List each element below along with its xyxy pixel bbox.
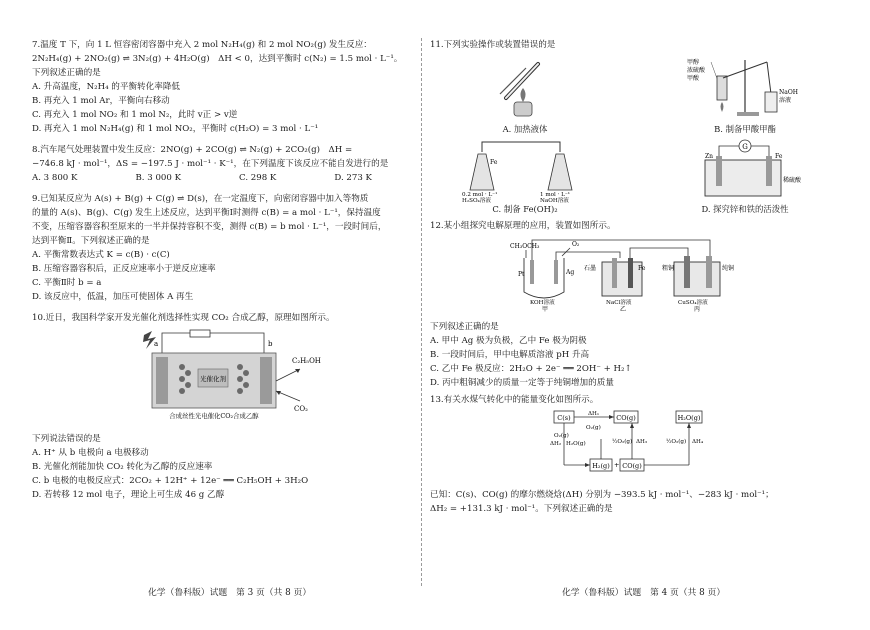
svg-text:浓硫酸: 浓硫酸 xyxy=(687,67,706,74)
photocatalysis-figure xyxy=(142,329,412,426)
svg-text:CO(g): CO(g) xyxy=(622,462,642,470)
page-footer-right: 化学（鲁科版）试题 第 4 页（共 8 页） xyxy=(562,588,726,598)
q10-option-a: A. H⁺ 从 b 电极向 a 电极移动 xyxy=(32,448,149,458)
q11-figure-c xyxy=(440,138,610,216)
q7-option-b: B. 再充入 1 mol Ar，平衡向右移动 xyxy=(32,96,170,106)
svg-text:乙: 乙 xyxy=(620,306,627,313)
product-label: C₂H₅OH xyxy=(292,357,321,365)
q8-option-c: C. 298 K xyxy=(239,173,277,183)
q8-stem-line: −746.8 kJ · mol⁻¹，ΔS = −197.5 J · mol⁻¹ · K⁻¹，在下列温度下该反应不能自发进行的是 xyxy=(32,159,389,169)
svg-text:½O₂(g): ½O₂(g) xyxy=(666,439,687,445)
svg-text:粗铜: 粗铜 xyxy=(662,265,675,272)
svg-text:CH₃OCH₃: CH₃OCH₃ xyxy=(510,243,540,250)
svg-text:NaOH溶液: NaOH溶液 xyxy=(540,198,569,204)
q12-option-a: A. 甲中 Ag 极为负极，乙中 Fe 极为阴极 xyxy=(430,336,587,346)
electrode-a-label: a xyxy=(154,340,159,348)
q13-given-line: ΔH₂ = +131.3 kJ · mol⁻¹。下列叙述正确的是 xyxy=(430,504,613,514)
q12-option-c: C. 乙中 Fe 极反应：2H₂O + 2e⁻ ══ 2OH⁻ + H₂↑ xyxy=(430,364,632,374)
q11-figure-b xyxy=(660,54,830,136)
svg-text:0.2 mol · L⁻¹: 0.2 mol · L⁻¹ xyxy=(462,192,498,198)
right-column xyxy=(430,38,840,516)
q12-prompt-line: 下列叙述正确的是 xyxy=(430,322,499,332)
q7-prompt-line: 下列叙述正确的是 xyxy=(32,68,101,78)
question-12 xyxy=(430,219,840,390)
iron-hydroxide-apparatus-icon xyxy=(460,138,590,204)
q11-caption-b: B. 制备甲酸甲酯 xyxy=(714,124,776,134)
svg-text:H₂O(g): H₂O(g) xyxy=(677,414,701,422)
q10-option-c: C. b 电极的电极反应式：2CO₂ + 12H⁺ + 12e⁻ ══ C₂H₅OH + 3H₂O xyxy=(32,476,309,486)
q9-option-c: C. 平衡Ⅱ时 b = a xyxy=(32,278,102,288)
svg-text:溶液: 溶液 xyxy=(779,97,792,104)
question-11 xyxy=(430,38,840,216)
svg-text:Fe: Fe xyxy=(775,153,783,160)
wire-left xyxy=(162,333,190,353)
column-divider xyxy=(421,38,422,586)
electrolysis-figure xyxy=(510,236,840,317)
svg-text:O₂: O₂ xyxy=(572,241,580,248)
question-10 xyxy=(32,311,412,502)
svg-text:KOH溶液: KOH溶液 xyxy=(530,300,555,306)
svg-text:甲醇: 甲醇 xyxy=(687,59,700,66)
page-footer-left: 化学（鲁科版）试题 第 3 页（共 8 页） xyxy=(148,588,312,598)
ester-apparatus-icon xyxy=(685,54,805,120)
svg-text:ΔH₄: ΔH₄ xyxy=(692,439,704,445)
reactant-label: CO₂ xyxy=(294,405,308,413)
electrode-b-label: b xyxy=(268,340,273,348)
q9-stem-line: 达到平衡Ⅱ。下列叙述正确的是 xyxy=(32,236,150,246)
q12-option-d: D. 丙中粗铜减少的质量一定等于纯铜增加的质量 xyxy=(430,378,614,388)
q9-stem-line: 不变，压缩容器容积至原来的一半并保持容积不变，测得 c(B) = b mol · L⁻¹，一段时间后， xyxy=(32,222,387,232)
svg-text:甲酸: 甲酸 xyxy=(687,75,700,82)
svg-text:H₂O(g): H₂O(g) xyxy=(566,441,586,447)
svg-text:H₂SO₄溶液: H₂SO₄溶液 xyxy=(462,198,491,204)
svg-text:CuSO₄溶液: CuSO₄溶液 xyxy=(678,300,708,306)
svg-text:C(s): C(s) xyxy=(557,414,571,422)
wire-right xyxy=(210,333,264,353)
svg-text:石墨: 石墨 xyxy=(584,265,597,272)
figure-caption: 合成丝性光电催化CO₂合成乙醇 xyxy=(169,412,259,420)
q9-option-d: D. 该反应中，低温，加压可使固体 A 再生 xyxy=(32,292,194,302)
heating-liquid-icon xyxy=(480,54,570,120)
q7-option-a: A. 升高温度，N₂H₄ 的平衡转化率降低 xyxy=(32,82,181,92)
q11-caption-d: D. 探究锌和铁的活泼性 xyxy=(701,204,789,214)
svg-text:NaOH: NaOH xyxy=(779,89,798,96)
catalyst-label: 光催化剂 xyxy=(200,375,226,383)
svg-text:H₂(g): H₂(g) xyxy=(592,462,610,470)
electrode-a xyxy=(156,357,168,404)
q12-stem-line: 12.某小组探究电解原理的应用，装置如图所示。 xyxy=(430,221,616,231)
q10-prompt-line: 下列说法错误的是 xyxy=(32,434,101,444)
svg-text:½O₂(g): ½O₂(g) xyxy=(612,439,633,445)
svg-text:Pt: Pt xyxy=(518,271,525,278)
svg-text:Zn: Zn xyxy=(705,153,714,160)
svg-text:Ag: Ag xyxy=(566,269,575,276)
q11-figure-a xyxy=(440,54,610,136)
question-9 xyxy=(32,192,412,304)
q7-stem-line: 7.温度 T 下，向 1 L 恒容密闭容器中充入 2 mol N₂H₄(g) 和 2 mol NO₂(g) 发生反应： xyxy=(32,40,372,50)
question-13 xyxy=(430,393,840,516)
svg-text:甲: 甲 xyxy=(542,306,549,313)
q13-given-line: 已知：C(s)、CO(g) 的摩尔燃烧焓(ΔH) 分别为 −393.5 kJ · mol⁻¹、−283 kJ · mol⁻¹； xyxy=(430,490,774,500)
q11-figure-row-2 xyxy=(430,136,840,216)
q8-option-b: B. 3 000 K xyxy=(135,173,182,183)
svg-text:O₂(g): O₂(g) xyxy=(586,425,601,431)
q7-option-d: D. 再充入 1 mol N₂H₄(g) 和 1 mol NO₂，平衡时 c(H₂O) = 3 mol · L⁻¹ xyxy=(32,124,319,134)
svg-text:O₂(g): O₂(g) xyxy=(554,433,569,439)
q9-stem-line: 9.已知某反应为 A(s) + B(g) + C(g) ⇌ D(s)，在一定温度下，向密闭容器中加入等物质 xyxy=(32,194,369,204)
svg-text:1 mol · L⁻¹: 1 mol · L⁻¹ xyxy=(540,192,571,198)
svg-text:纯铜: 纯铜 xyxy=(722,265,735,272)
q8-option-d: D. 273 K xyxy=(334,173,372,183)
q9-option-b: B. 压缩容器容积后，正反应速率小于逆反应速率 xyxy=(32,264,216,274)
galvanic-cell-icon xyxy=(685,138,805,200)
svg-text:ΔH₁: ΔH₁ xyxy=(588,411,600,417)
q11-caption-c: C. 制备 Fe(OH)₂ xyxy=(492,204,558,214)
q11-figure-d xyxy=(660,138,830,216)
svg-text:稀硫酸: 稀硫酸 xyxy=(783,177,802,184)
electrode-b xyxy=(260,357,272,404)
q11-stem-line: 11.下列实验操作或装置错误的是 xyxy=(430,40,556,50)
svg-text:NaCl溶液: NaCl溶液 xyxy=(606,300,632,306)
svg-text:G: G xyxy=(742,143,748,151)
load-symbol xyxy=(190,330,210,337)
q7-option-c: C. 再充入 1 mol NO₂ 和 1 mol N₂，此时 v正 > v逆 xyxy=(32,110,238,120)
svg-text:ΔH₃: ΔH₃ xyxy=(636,439,648,445)
q11-caption-a: A. 加热液体 xyxy=(502,124,548,134)
q8-stem-line: 8.汽车尾气处理装置中发生反应：2NO(g) + 2CO(g) ⇌ N₂(g) + 2CO₂(g) ΔH = xyxy=(32,145,353,155)
question-7 xyxy=(32,38,412,136)
left-column xyxy=(32,38,412,502)
svg-text:CO(g): CO(g) xyxy=(616,414,636,422)
energy-cycle-figure xyxy=(550,409,840,484)
svg-text:丙: 丙 xyxy=(694,306,701,313)
question-8 xyxy=(32,143,412,185)
svg-text:Fe: Fe xyxy=(490,159,498,166)
svg-text:ΔH₂: ΔH₂ xyxy=(550,441,562,447)
q13-stem-line: 13.有关水煤气转化中的能量变化如图所示。 xyxy=(430,395,599,405)
q9-option-a: A. 平衡常数表达式 K = c(B) · c(C) xyxy=(32,250,170,260)
q10-option-b: B. 光催化剂能加快 CO₂ 转化为乙醇的反应速率 xyxy=(32,462,213,472)
svg-text:Fe: Fe xyxy=(638,265,646,272)
svg-text:+: + xyxy=(614,461,620,469)
q11-figure-row-1 xyxy=(430,52,840,136)
q10-option-d: D. 若转移 12 mol 电子，理论上可生成 46 g 乙醇 xyxy=(32,490,225,500)
q12-option-b: B. 一段时间后，甲中电解质溶液 pH 升高 xyxy=(430,350,590,360)
q9-stem-line: 的量的 A(s)、B(g)、C(g) 发生上述反应，达到平衡Ⅰ时测得 c(B) = a mol · L⁻¹，保持温度 xyxy=(32,208,381,218)
q10-stem-line: 10.近日，我国科学家开发光催化剂选择性实现 CO₂ 合成乙醇，原理如图所示。 xyxy=(32,313,335,323)
q7-equation-line: 2N₂H₄(g) + 2NO₂(g) ⇌ 3N₂(g) + 4H₂O(g) ΔH < 0，达到平衡时 c(N₂) = 1.5 mol · L⁻¹。 xyxy=(32,54,403,64)
q8-option-a: A. 3 800 K xyxy=(32,173,78,183)
